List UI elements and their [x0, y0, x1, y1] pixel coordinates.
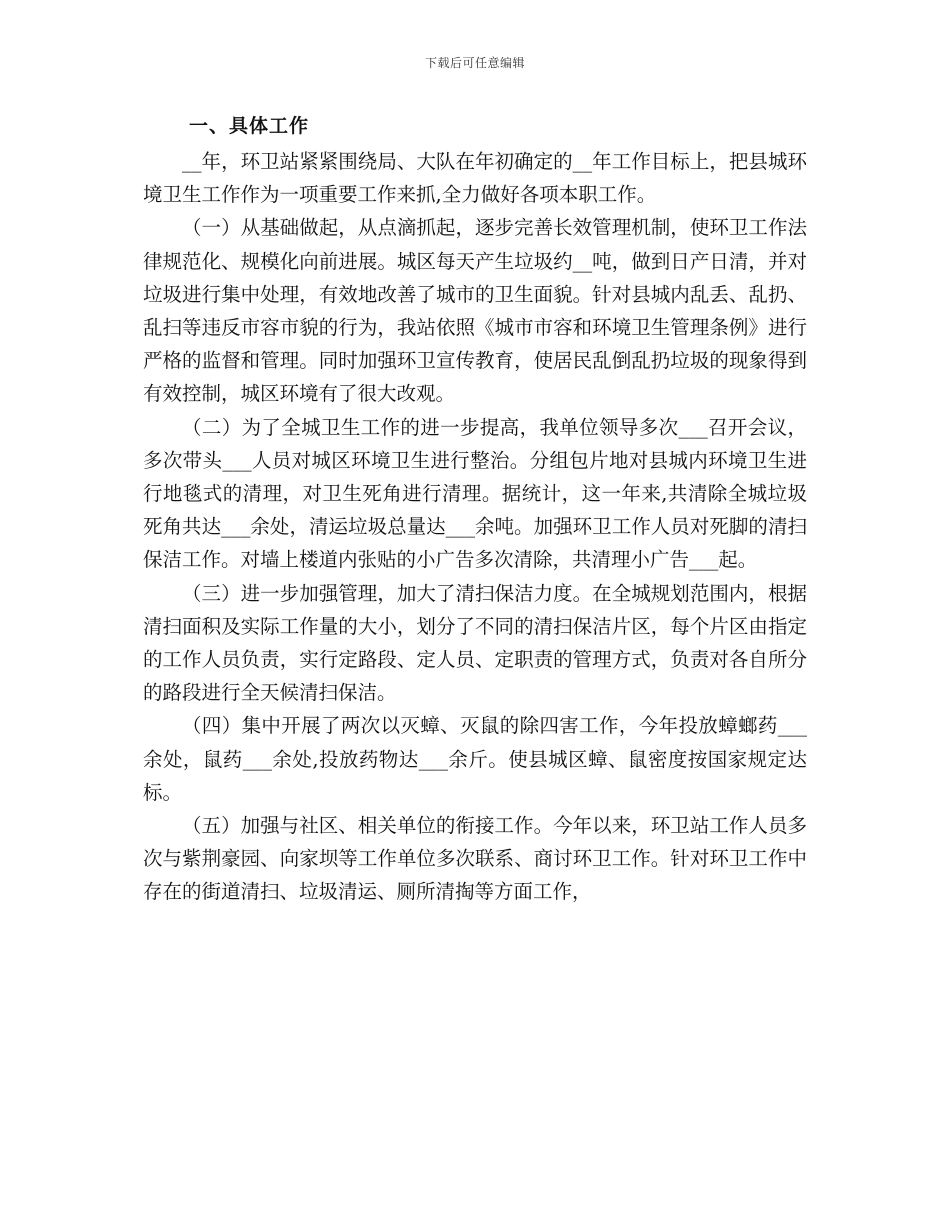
- paragraph-item-5: （五）加强与社区、相关单位的衔接工作。今年以来，环卫站工作人员多次与紫荆豪园、向家坝等工作单位多次联系、商讨环卫工作。针对环卫工作中存在的街道清扫、垃圾清运、厕所清掏等方面工作，: [143, 814, 807, 904]
- section-heading: 一、具体工作: [189, 115, 310, 137]
- paragraph-item-4: （四）集中开展了两次以灭蟑、灭鼠的除四害工作，今年投放蟑螂药___余处，鼠药___余处,投放药物达___余斤。使县城区蟑、鼠密度按国家规定达标。: [143, 714, 807, 804]
- page-header-note: 下载后可任意编辑: [424, 56, 525, 70]
- paragraph-item-1: （一）从基础做起，从点滴抓起，逐步完善长效管理机制，使环卫工作法律规范化、规模化向前进展。城区每天产生垃圾约__吨，做到日产日清，并对垃圾进行集中处理，有效地改善了城市的卫生面貌。针对县城内乱丢、乱扔、乱扫等违反市容市貌的行为，我站依照《城市市容和环境卫生管理条例》进行严格的监督和管理。同时加强环卫宣传教育，使居民乱倒乱扔垃圾的现象得到有效控制，城区环境有了很大改观。: [143, 216, 807, 406]
- paragraph-intro: __年，环卫站紧紧围绕局、大队在年初确定的__年工作目标上，把县城环境卫生工作作为一项重要工作来抓,全力做好各项本职工作。: [143, 150, 807, 207]
- paragraph-item-3: （三）进一步加强管理，加大了清扫保洁力度。在全城规划范围内，根据清扫面积及实际工作量的大小，划分了不同的清扫保洁片区，每个片区由指定的工作人员负责，实行定路段、定人员、定职责的管理方式，负责对各自所分的路段进行全天候清扫保洁。: [143, 581, 807, 705]
- paragraph-item-2: （二）为了全城卫生工作的进一步提高，我单位领导多次___召开会议，多次带头___人员对城区环境卫生进行整治。分组包片地对县城内环境卫生进行地毯式的清理，对卫生死角进行清理。据统计，这一年来,共清除全城垃圾死角共达___余处，清运垃圾总量达___余吨。加强环卫工作人员对死脚的清扫保洁工作。对墙上楼道内张贴的小广告多次清除，共清理小广告___起。: [143, 415, 807, 572]
- document-body: [143, 107, 807, 909]
